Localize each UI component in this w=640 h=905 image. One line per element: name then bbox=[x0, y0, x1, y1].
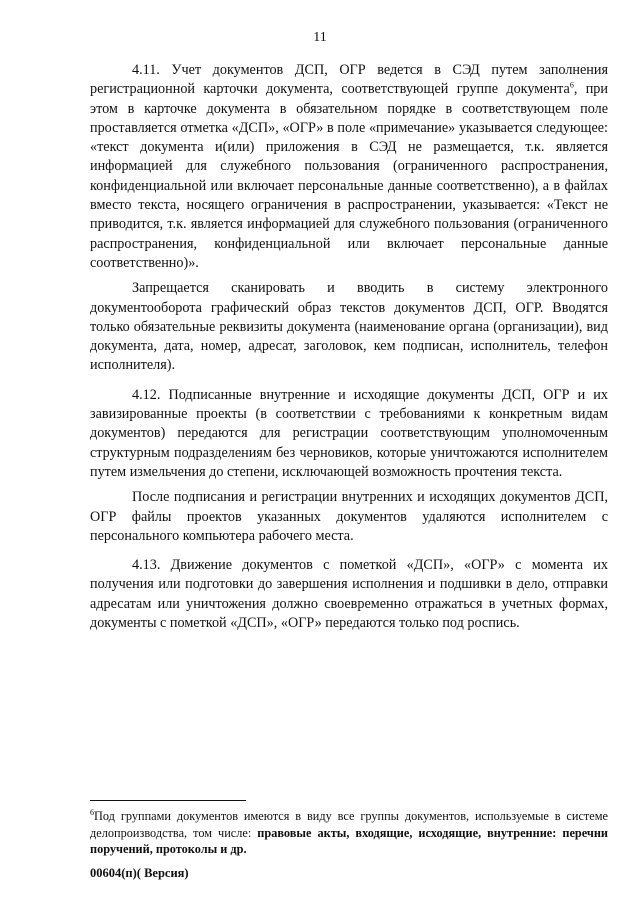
paragraph-scan-prohibition: Запрещается сканировать и вводить в систему электронного документооборота графический образ текстов документов ДСП, ОГР. Вводятся только обязательные реквизиты документа (наименование органа (организации), вид документа, дата, номер, адресат, заголовок, кем подписан, исполнитель, телефон исполнителя). bbox=[90, 280, 608, 374]
paragraph-4-11 bbox=[90, 61, 608, 273]
footnote-divider bbox=[90, 800, 246, 801]
paragraph-file-deletion: После подписания и регистрации внутренних и исходящих документов ДСП, ОГР файлы проектов указанных документов удаляются исполнителем с персонального компьютера рабочего места. bbox=[90, 489, 608, 544]
paragraph-4-11-text-start: 4.11. Учет документов ДСП, ОГР ведется в СЭД путем заполнения регистрационной карточки документа, соответствующей группе документа bbox=[90, 62, 608, 98]
footnote-reference: 6 bbox=[569, 80, 574, 90]
page-number: 11 bbox=[313, 30, 327, 45]
body-text bbox=[90, 61, 608, 643]
paragraph-4-11-text-end: , при этом в карточке документа в обязательном порядке в соответствующем поле проставляется отметка «ДСП», «ОГР» в поле «примечание» указывается следующее: «текст документа и(или) приложения в СЭД не размещается, т.к. является информацией для служебного пользования (ограниченного распространения, конфиденциальной или включает персональные данные соответственно), а в файлах вместо текста, носящего ограничения в распространении, указывается: «Текст не приводится, т.к. является информацией для служебного пользования (ограниченного распространения, конфиденциальной или включает персональные данные соответственно)». bbox=[90, 81, 608, 271]
paragraph-4-12: 4.12. Подписанные внутренние и исходящие документы ДСП, ОГР и их завизированные проекты (в соответствии с требованиями к конкретным видам документов) передаются для регистрации соответствующим уполномоченным структурным подразделениям без черновиков, которые уничтожаются исполнителем путем измельчения до степени, исключающей возможность прочтения текста. bbox=[90, 386, 608, 480]
paragraph-4-13: 4.13. Движение документов с пометкой «ДСП», «ОГР» с момента их получения или подготовки до завершения исполнения и подшивки в дело, отправки адресатам или уничтожения должно своевременно отражаться в учетных формах, документы с пометкой «ДСП», «ОГР» передаются только под роспись. bbox=[90, 557, 608, 632]
footnote-text: Под группами документов имеются в виду все группы документов, используемые в системе делопроизводства, том числе: bbox=[90, 809, 608, 840]
document-code: 00604(п)( Версия) bbox=[90, 866, 189, 880]
footnote-bold-text: правовые акты, входящие, исходящие, внутренние: перечни поручений, протоколы и др. bbox=[90, 825, 608, 856]
footnote bbox=[90, 808, 608, 858]
footnote-marker: 6 bbox=[90, 807, 94, 817]
